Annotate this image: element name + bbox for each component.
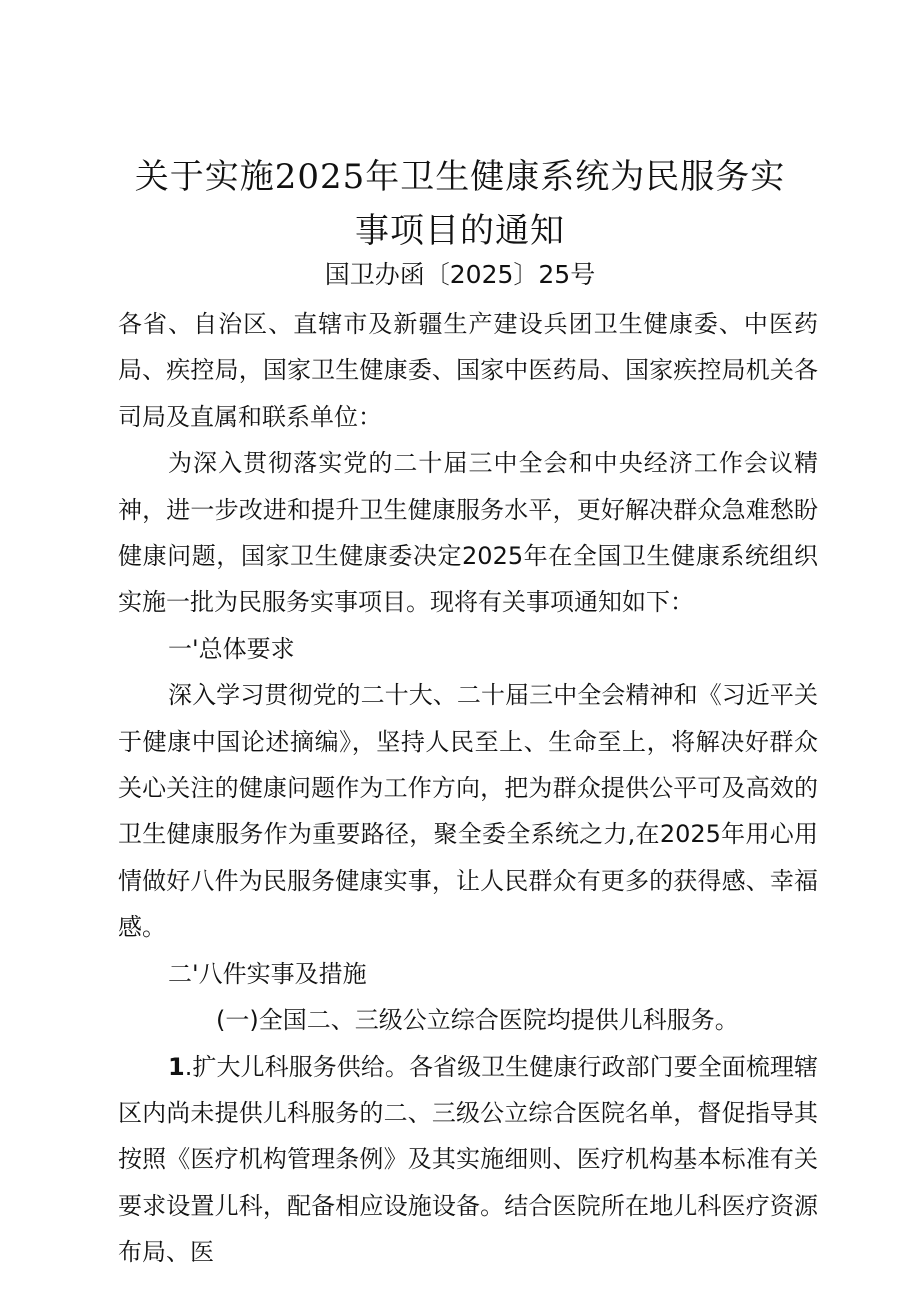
section-1-heading: 一'总体要求 — [168, 634, 295, 663]
section-1-paragraph: 深入学习贯彻党的二十大、二十届三中全会精神和《习近平关于健康中国论述摘编》，坚持人民至上、生命至上，将解决好群众关心关注的健康问题作为工作方向，把为群众提供公平可及高效的卫生健康服务作为重要路径，聚全委全系统之力,在2025年用心用情做好八件为民服务健康实事，让人民群众有更多的获得感、幸福感。 — [118, 681, 818, 942]
subsection-1-heading: (一)全国二、三级公立综合医院均提供儿科服务。 — [216, 1006, 739, 1035]
intro-paragraph: 为深入贯彻落实党的二十届三中全会和中央经济工作会议精神，进一步改进和提升卫生健康服务水平，更好解决群众急难愁盼健康问题，国家卫生健康委决定2025年在全国卫生健康系统组织实施一批为民服务实事项目。现将有关事项通知如下： — [118, 449, 818, 617]
item-1-text: .扩大儿科服务供给。各省级卫生健康行政部门要全面梳理辖区内尚未提供儿科服务的二、三级公立综合医院名单，督促指导其按照《医疗机构管理条例》及其实施细则、医疗机构基本标准有关要求设置儿科，配备相应设施设备。结合医院所在地儿科医疗资源布局、医 — [118, 1052, 818, 1267]
item-1-number: 1 — [168, 1052, 185, 1081]
document-number: 国卫办函〔2025〕25号 — [324, 260, 596, 289]
item-1-paragraph — [118, 1044, 818, 1276]
document-body — [118, 301, 818, 1276]
section-2-heading: 二'八件实事及措施 — [168, 959, 367, 988]
document-title: 关于实施2025年卫生健康系统为民服务实事项目的通知 — [134, 157, 786, 251]
recipients-paragraph: 各省、自治区、直辖市及新疆生产建设兵团卫生健康委、中医药局、疾控局，国家卫生健康委、国家中医药局、国家疾控局机关各司局及直属和联系单位： — [118, 310, 818, 431]
